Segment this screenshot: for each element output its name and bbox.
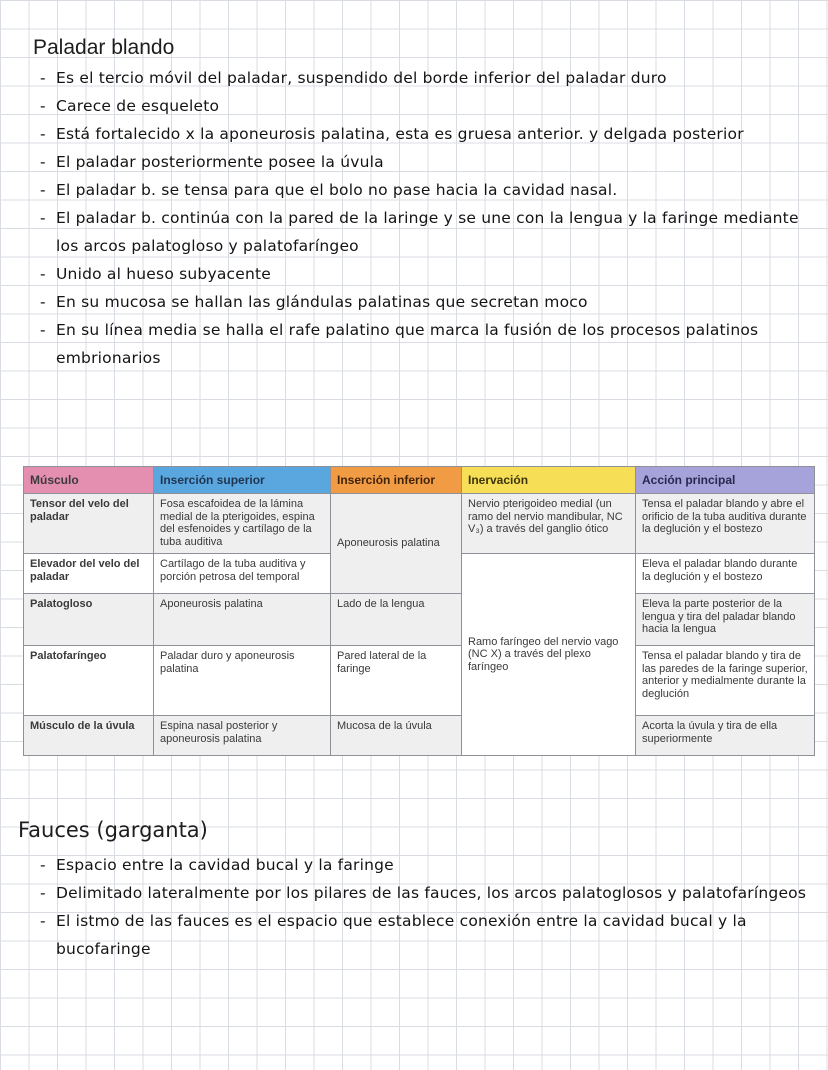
header-accion-principal: Acción principal [636,467,815,494]
note-item: - Delimitado lateralmente por los pilares de las fauces, los arcos palatoglosos y palatofaríngeos [36,879,821,907]
note-item: - En su línea media se halla el rafe palatino que marca la fusión de los procesos palatinos embrionarios [36,316,821,372]
cell-inervacion: Ramo faríngeo del nervio vago (NC X) a través del plexo faríngeo [462,554,636,756]
note-item: - Está fortalecido x la aponeurosis palatina, esta es gruesa anterior. y delgada posterior [36,120,821,148]
header-insercion-inferior: Inserción inferior [331,467,462,494]
cell-accion: Tensa el paladar blando y abre el orificio de la tuba auditiva durante la deglución y el bostezo [636,494,815,554]
cell-accion: Tensa el paladar blando y tira de las paredes de la faringe superior, anterior y medialmente durante la deglución [636,646,815,716]
note-item: - En su mucosa se hallan las glándulas palatinas que secretan moco [36,288,821,316]
cell-accion: Acorta la úvula y tira de ella superiormente [636,716,815,756]
cell-insercion-superior: Paladar duro y aponeurosis palatina [154,646,331,716]
cell-musculo: Palatogloso [24,594,154,646]
note-item: - El istmo de las fauces es el espacio que establece conexión entre la cavidad bucal y la bucofaringe [36,907,821,963]
cell-insercion-superior: Aponeurosis palatina [154,594,331,646]
soft-palate-muscles-table [23,466,815,756]
note-item: - Unido al hueso subyacente [36,260,821,288]
fauces-notes [36,851,821,963]
cell-inervacion: Nervio pterigoideo medial (un ramo del nervio mandibular, NC V₃) a través del ganglio ótico [462,494,636,554]
table-header-row [24,467,815,494]
note-item: - Carece de esqueleto [36,92,821,120]
section-title-paladar-blando: Paladar blando [33,36,175,59]
cell-musculo: Palatofaríngeo [24,646,154,716]
cell-insercion-inferior: Lado de la lengua [331,594,462,646]
cell-insercion-inferior: Aponeurosis palatina [331,494,462,594]
header-musculo: Músculo [24,467,154,494]
table-row [24,716,815,756]
note-item: - El paladar posteriormente posee la úvula [36,148,821,176]
note-item: - El paladar b. se tensa para que el bolo no pase hacia la cavidad nasal. [36,176,821,204]
cell-musculo: Músculo de la úvula [24,716,154,756]
cell-insercion-superior: Espina nasal posterior y aponeurosis palatina [154,716,331,756]
muscle-table-container [23,466,814,756]
cell-accion: Eleva el paladar blando durante la deglución y el bostezo [636,554,815,594]
paladar-blando-notes [36,64,821,372]
cell-insercion-inferior: Pared lateral de la faringe [331,646,462,716]
note-item: - Espacio entre la cavidad bucal y la faringe [36,851,821,879]
header-inervacion: Inervación [462,467,636,494]
cell-musculo: Tensor del velo del paladar [24,494,154,554]
cell-musculo: Elevador del velo del paladar [24,554,154,594]
table-row [24,594,815,646]
cell-insercion-superior: Fosa escafoidea de la lámina medial de la pterigoides, espina del esfenoides y cartílago de la tuba auditiva [154,494,331,554]
note-item: - El paladar b. continúa con la pared de la laringe y se une con la lengua y la faringe mediante los arcos palatogloso y palatofaríngeo [36,204,821,260]
table-row [24,494,815,554]
table-row [24,646,815,716]
header-insercion-superior: Inserción superior [154,467,331,494]
cell-insercion-inferior: Mucosa de la úvula [331,716,462,756]
cell-insercion-superior: Cartílago de la tuba auditiva y porción petrosa del temporal [154,554,331,594]
cell-accion: Eleva la parte posterior de la lengua y tira del paladar blando hacia la lengua [636,594,815,646]
section-title-fauces: Fauces (garganta) [18,818,208,842]
note-item: - Es el tercio móvil del paladar, suspendido del borde inferior del paladar duro [36,64,821,92]
